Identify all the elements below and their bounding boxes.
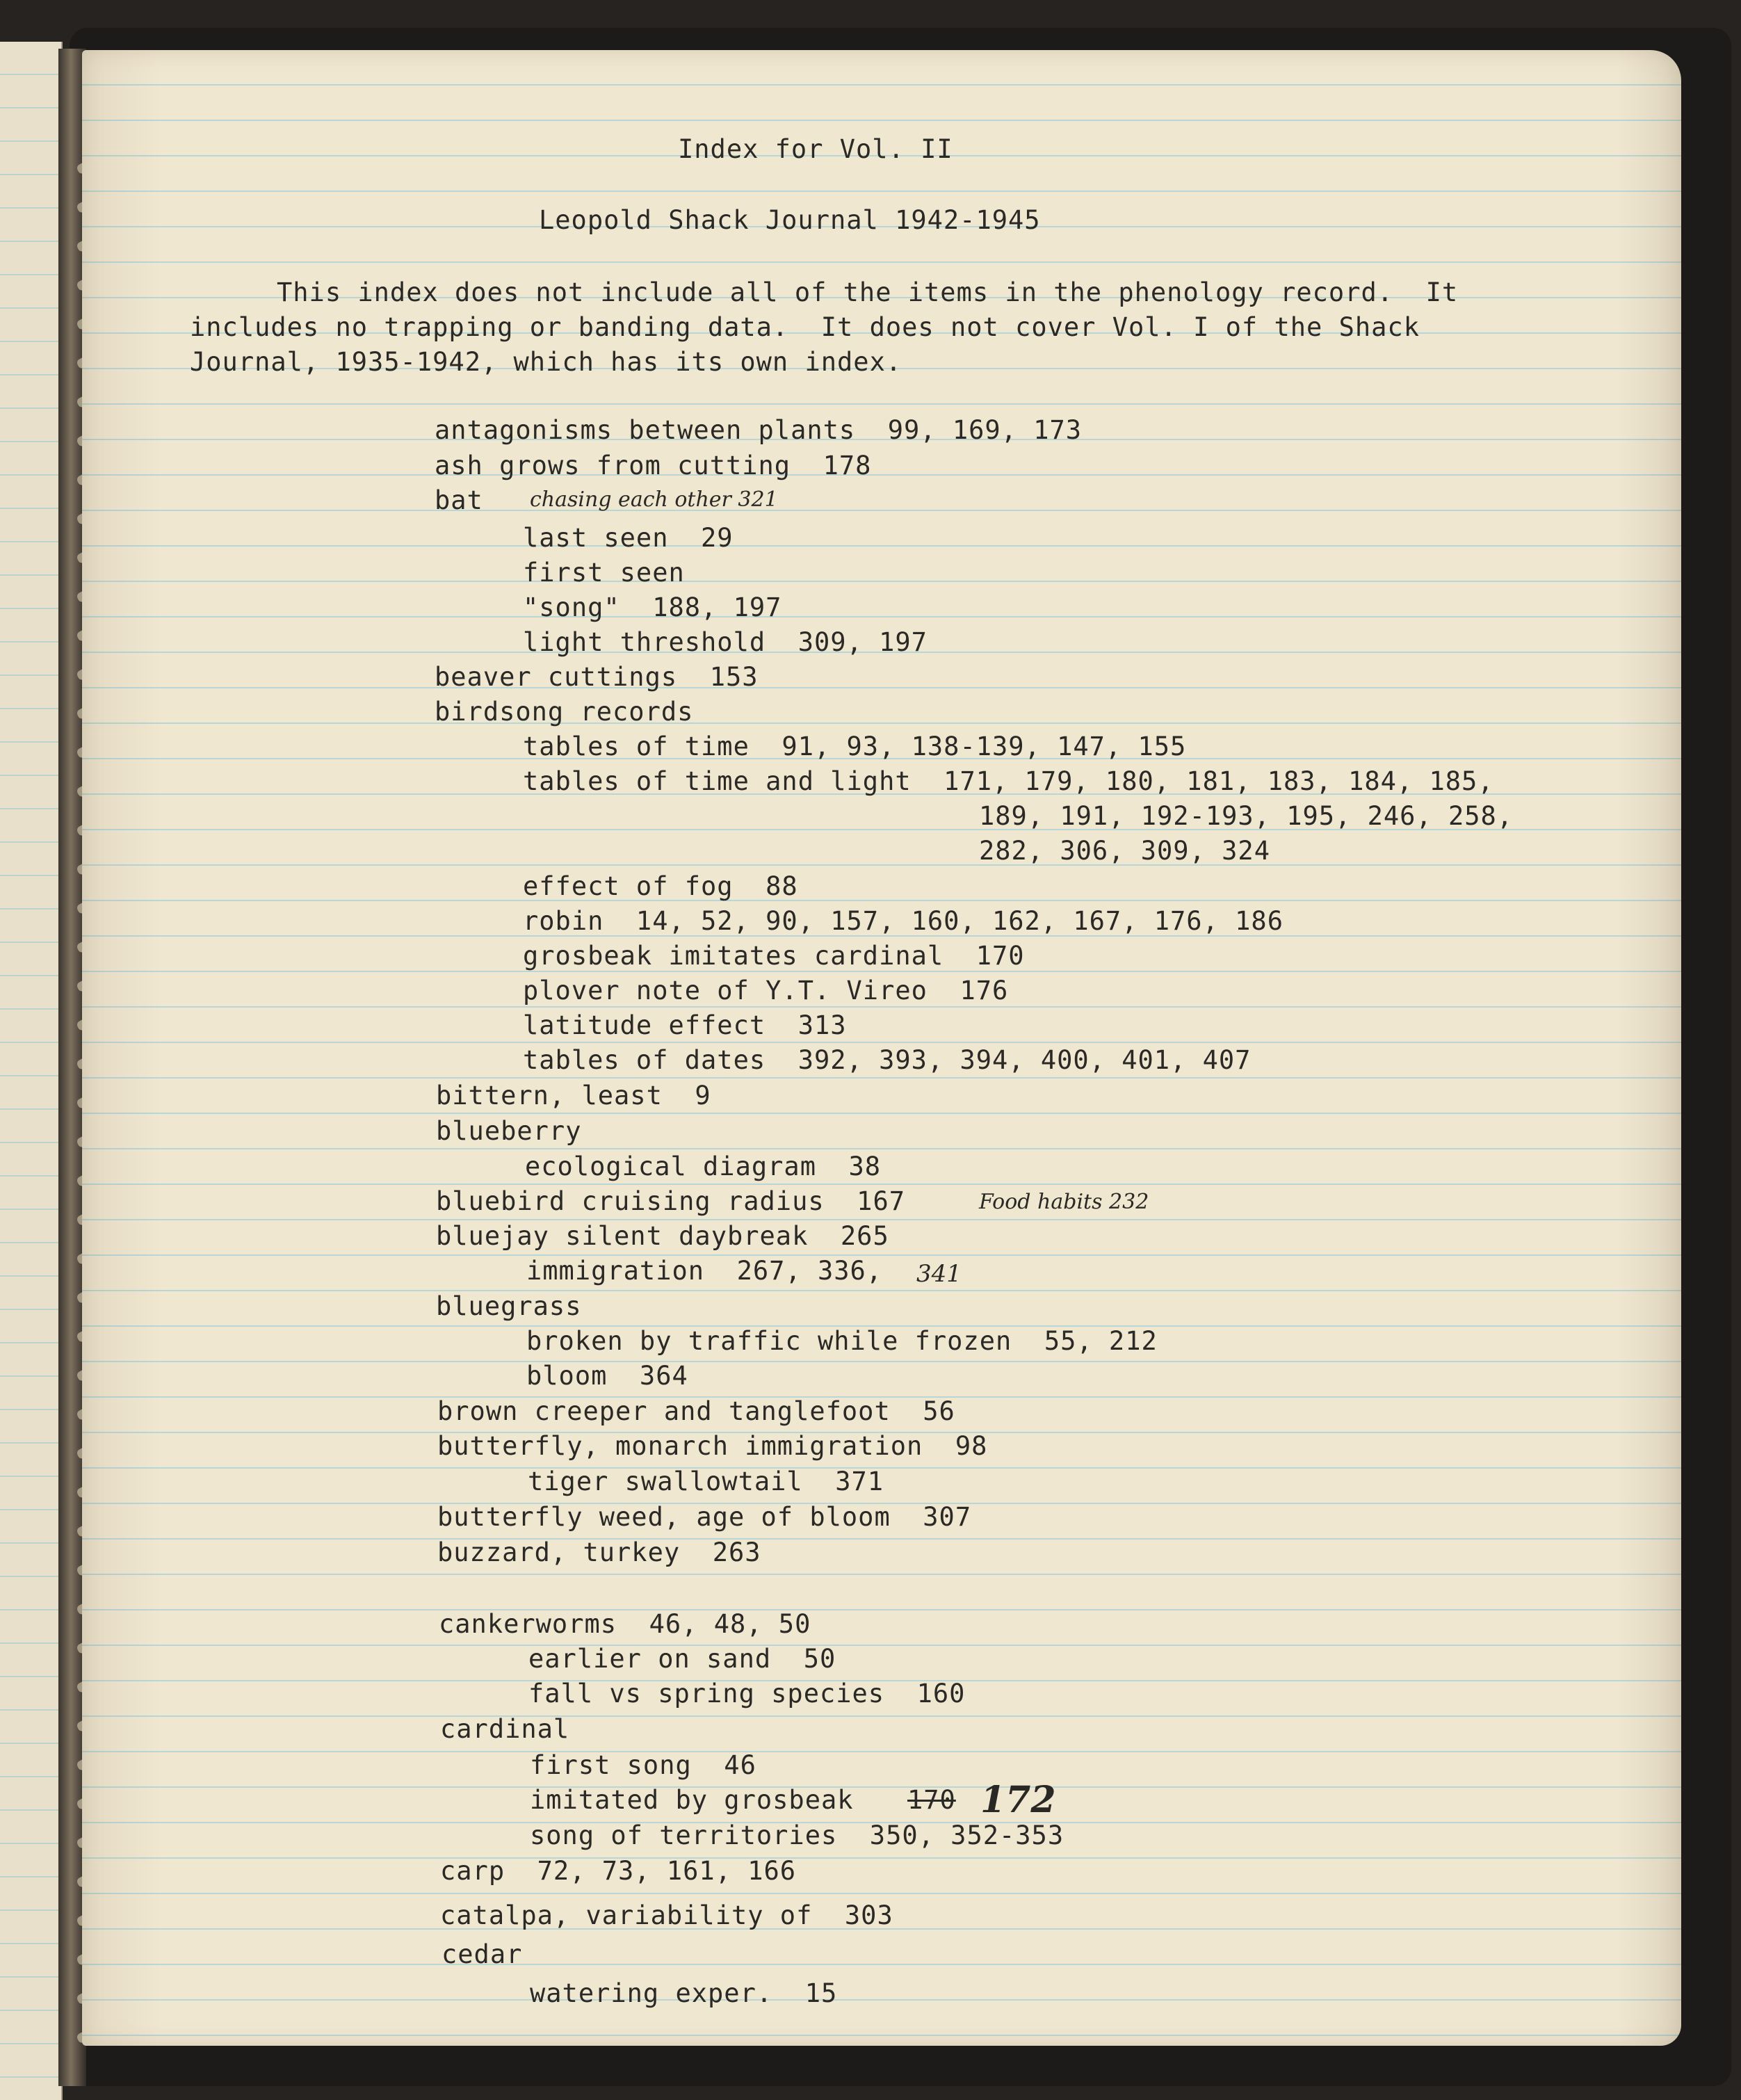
index-subentry: "song" 188, 197 <box>523 592 782 622</box>
index-continuation: 189, 191, 192-193, 195, 246, 258, <box>979 801 1514 831</box>
index-entry: cedar <box>442 1939 523 1969</box>
index-subentry: tiger swallowtail 371 <box>528 1467 884 1496</box>
index-subentry: song of territories 350, 352-353 <box>530 1820 1064 1850</box>
page-title: Index for Vol. II <box>678 134 953 164</box>
intro-line: includes no trapping or banding data. It does not cover Vol. I of the Shack <box>190 312 1420 342</box>
index-subentry: robin 14, 52, 90, 157, 160, 162, 167, 176, 186 <box>523 906 1284 936</box>
index-entry: bat <box>435 485 483 515</box>
index-entry: beaver cuttings 153 <box>435 662 759 692</box>
index-subentry: immigration 267, 336, <box>526 1256 883 1286</box>
index-subentry: effect of fog 88 <box>523 871 798 901</box>
index-entry: cardinal <box>440 1714 570 1744</box>
intro-line: This index does not include all of the items in the phenology record. It <box>277 277 1459 307</box>
index-subentry: light threshold 309, 197 <box>523 627 928 657</box>
index-subentry: first seen <box>523 558 685 588</box>
index-entry: ash grows from cutting 178 <box>435 451 872 480</box>
index-entry: buzzard, turkey 263 <box>437 1537 761 1567</box>
index-subentry: imitated by grosbeak <box>530 1785 870 1815</box>
struck-page-number: 170 <box>907 1785 956 1815</box>
handwritten-bat-note: chasing each other 321 <box>530 487 778 512</box>
index-entry: bluegrass <box>436 1291 582 1321</box>
index-subentry: earlier on sand 50 <box>528 1644 836 1674</box>
index-entry: antagonisms between plants 99, 169, 173 <box>435 415 1083 445</box>
index-subentry: watering exper. 15 <box>530 1978 838 2008</box>
index-subentry: tables of time and light 171, 179, 180, 181, 183, 184, 185, <box>523 766 1494 796</box>
index-entry: butterfly weed, age of bloom 307 <box>437 1502 972 1532</box>
index-entry: blueberry <box>436 1116 582 1146</box>
index-subentry: grosbeak imitates cardinal 170 <box>523 941 1025 971</box>
index-subentry: first song 46 <box>530 1750 756 1780</box>
index-subentry: broken by traffic while frozen 55, 212 <box>526 1326 1158 1356</box>
index-subentry: fall vs spring species 160 <box>528 1679 966 1709</box>
index-subentry: tables of dates 392, 393, 394, 400, 401, 407 <box>523 1045 1252 1075</box>
index-subentry: ecological diagram 38 <box>525 1152 882 1181</box>
handwritten-bluejay-number: 341 <box>916 1260 962 1288</box>
index-subentry: tables of time 91, 93, 138-139, 147, 155 <box>523 732 1187 761</box>
index-entry: butterfly, monarch immigration 98 <box>437 1431 988 1461</box>
index-subentry: plover note of Y.T. Vireo 176 <box>523 976 1009 1005</box>
index-entry: bittern, least 9 <box>436 1081 711 1110</box>
index-entry: cankerworms 46, 48, 50 <box>439 1609 811 1639</box>
index-entry: bluebird cruising radius 167 <box>436 1186 906 1216</box>
index-subentry: last seen 29 <box>523 523 734 553</box>
handwritten-corrected-page: 172 <box>980 1779 1056 1821</box>
index-entry: carp 72, 73, 161, 166 <box>440 1856 797 1886</box>
index-subentry: bloom 364 <box>526 1361 688 1391</box>
index-subentry: latitude effect 313 <box>523 1010 847 1040</box>
index-entry: catalpa, variability of 303 <box>440 1900 893 1930</box>
index-entry: birdsong records <box>435 697 694 727</box>
index-entry: bluejay silent daybreak 265 <box>436 1221 889 1251</box>
handwritten-bluebird-note: Food habits 232 <box>979 1190 1149 1214</box>
page-subtitle: Leopold Shack Journal 1942-1945 <box>539 205 1041 235</box>
index-continuation: 282, 306, 309, 324 <box>979 836 1270 866</box>
facing-page-edge <box>0 42 63 2100</box>
index-entry: brown creeper and tanglefoot 56 <box>437 1396 955 1426</box>
intro-line: Journal, 1935-1942, which has its own index. <box>190 347 902 377</box>
